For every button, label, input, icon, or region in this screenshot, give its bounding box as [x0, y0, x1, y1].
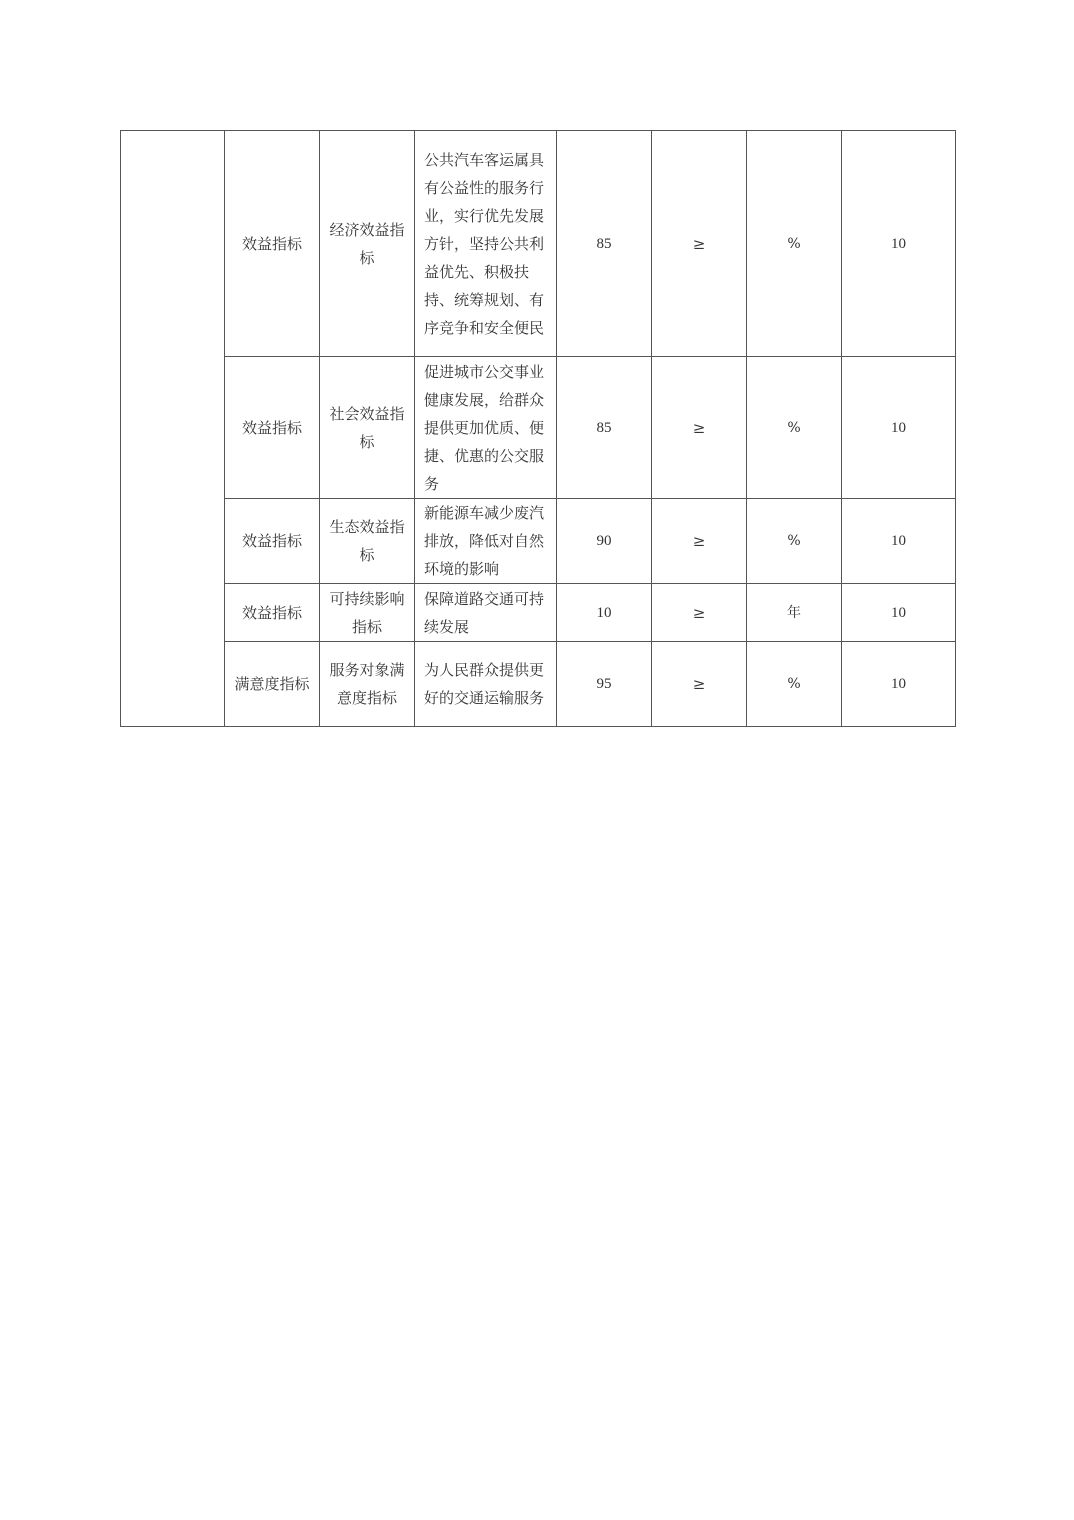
- operator-cell: ≥: [652, 642, 747, 727]
- score-cell: 10: [842, 357, 956, 499]
- unit-cell: %: [747, 499, 842, 584]
- unit-cell: %: [747, 642, 842, 727]
- subcategory-cell: 服务对象满意度指标: [320, 642, 415, 727]
- category-cell: 效益指标: [225, 357, 320, 499]
- score-cell: 10: [842, 584, 956, 642]
- description-cell: 新能源车减少废汽排放，降低对自然环境的影响: [415, 499, 557, 584]
- subcategory-cell: 可持续影响指标: [320, 584, 415, 642]
- operator-cell: ≥: [652, 584, 747, 642]
- value-cell: 95: [557, 642, 652, 727]
- description-cell: 公共汽车客运属具有公益性的服务行业，实行优先发展方针，坚持公共利益优先、积极扶持、统筹规划、有序竞争和安全便民: [415, 131, 557, 357]
- score-cell: 10: [842, 642, 956, 727]
- operator-cell: ≥: [652, 131, 747, 357]
- subcategory-cell: 生态效益指标: [320, 499, 415, 584]
- category-cell: 效益指标: [225, 131, 320, 357]
- description-cell: 为人民群众提供更好的交通运输服务: [415, 642, 557, 727]
- subcategory-cell: 社会效益指标: [320, 357, 415, 499]
- category-cell: 效益指标: [225, 584, 320, 642]
- category-cell: 效益指标: [225, 499, 320, 584]
- value-cell: 90: [557, 499, 652, 584]
- unit-cell: 年: [747, 584, 842, 642]
- table-row: [121, 131, 956, 357]
- operator-cell: ≥: [652, 357, 747, 499]
- subcategory-cell: 经济效益指标: [320, 131, 415, 357]
- category-cell: 满意度指标: [225, 642, 320, 727]
- indicator-table: [120, 130, 956, 727]
- table-row: [121, 584, 956, 642]
- unit-cell: %: [747, 357, 842, 499]
- description-cell: 促进城市公交事业健康发展，给群众提供更加优质、便捷、优惠的公交服务: [415, 357, 557, 499]
- unit-cell: %: [747, 131, 842, 357]
- table-row: [121, 642, 956, 727]
- table-row: [121, 499, 956, 584]
- value-cell: 85: [557, 131, 652, 357]
- merged-empty-cell: [121, 131, 225, 727]
- operator-cell: ≥: [652, 499, 747, 584]
- score-cell: 10: [842, 131, 956, 357]
- table-row: [121, 357, 956, 499]
- value-cell: 85: [557, 357, 652, 499]
- value-cell: 10: [557, 584, 652, 642]
- score-cell: 10: [842, 499, 956, 584]
- description-cell: 保障道路交通可持续发展: [415, 584, 557, 642]
